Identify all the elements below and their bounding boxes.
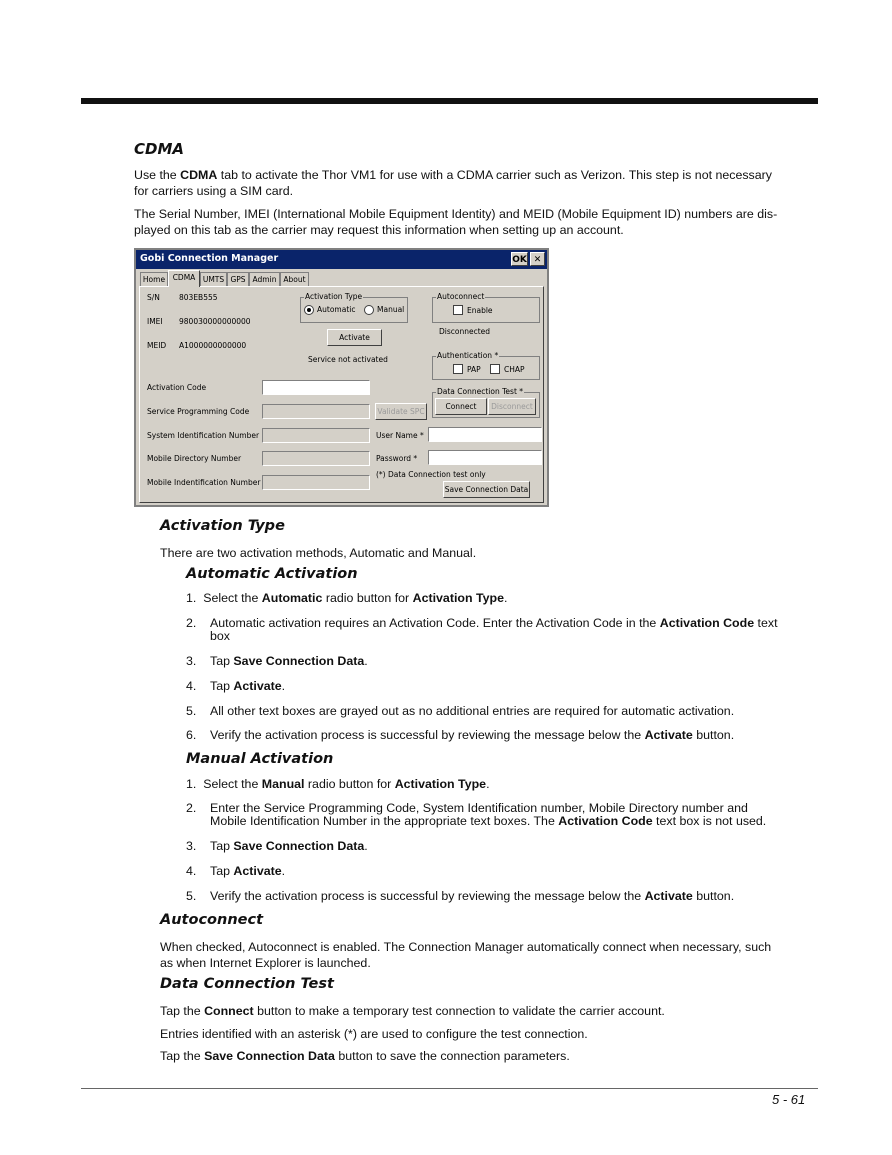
tab-umts[interactable]: UMTS <box>200 272 227 286</box>
activation-type-group-title: Activation Type <box>305 292 363 301</box>
disconnect-button[interactable]: Disconnect <box>488 398 536 415</box>
tab-cdma[interactable]: CDMA <box>168 270 200 287</box>
autoconnect-group-title: Autoconnect <box>437 292 485 301</box>
min-label: Mobile Indentification Number <box>147 478 261 487</box>
page-number: 5 - 61 <box>772 1092 806 1107</box>
automatic-step-3: 3. Tap Save Connection Data. <box>186 654 368 668</box>
gobi-connection-manager-window <box>134 248 549 507</box>
pap-checkbox-label: PAP <box>467 365 481 374</box>
autoconnect-group <box>432 292 540 323</box>
automatic-step-6: 6. Verify the activation process is successful by reviewing the message below the Activate button. <box>186 728 735 742</box>
tab-home[interactable]: Home <box>140 272 168 286</box>
autoconnect-heading: Autoconnect <box>160 912 264 928</box>
title-bar <box>136 250 547 269</box>
window-title: Gobi Connection Manager <box>140 253 279 264</box>
mdn-input[interactable] <box>262 451 370 466</box>
autoconnect-text: When checked, Autoconnect is enabled. The Connection Manager automatically connect when necessary, such as when Internet Explorer is launched. <box>160 940 772 970</box>
password-input[interactable] <box>428 450 542 465</box>
manual-step-2: 2. Enter the Service Programming Code, System Identification number, Mobile Directory number and Mobile Identification Number in the appropriate text boxes. The Activation Code text box is not used. <box>186 801 767 828</box>
username-input[interactable] <box>428 427 542 442</box>
automatic-step-2: 2. Automatic activation requires an Activation Code. Enter the Activation Code in the Activation Code text box <box>186 616 778 643</box>
activation-type-group <box>300 292 408 323</box>
data-connection-test-group <box>432 387 540 418</box>
activation-code-input[interactable] <box>262 380 370 395</box>
automatic-step-5: 5. All other text boxes are grayed out as no additional entries are required for automatic activation. <box>186 704 735 718</box>
data-connection-test-group-title: Data Connection Test * <box>437 387 524 396</box>
chap-checkbox-label: CHAP <box>504 365 525 374</box>
activation-code-label: Activation Code <box>147 383 207 392</box>
meid-label: MEID <box>147 341 167 350</box>
automatic-step-1: 1. Select the Automatic radio button for Activation Type. <box>186 591 508 605</box>
data-connection-test-text-3: Tap the Save Connection Data button to save the connection parameters. <box>160 1049 570 1063</box>
save-connection-data-button[interactable]: Save Connection Data <box>443 481 530 498</box>
manual-radio-label: Manual <box>377 305 405 314</box>
imei-value: 980030000000000 <box>179 317 251 326</box>
spc-label: Service Programming Code <box>147 407 250 416</box>
sn-label: S/N <box>147 293 160 302</box>
enable-checkbox[interactable] <box>453 305 463 315</box>
test-only-note: (*) Data Connection test only <box>376 470 486 479</box>
automatic-radio[interactable] <box>304 305 314 315</box>
header-rule <box>81 98 818 104</box>
manual-step-1: 1. Select the Manual radio button for Activation Type. <box>186 777 490 791</box>
authentication-group <box>432 351 540 380</box>
chap-checkbox[interactable] <box>490 364 500 374</box>
activation-type-heading: Activation Type <box>160 518 285 534</box>
validate-spc-button[interactable]: Validate SPC <box>375 403 427 420</box>
manual-step-4: 4. Tap Activate. <box>186 864 286 878</box>
enable-checkbox-label: Enable <box>467 306 493 315</box>
section-title: CDMA <box>134 140 184 158</box>
password-label: Password * <box>376 454 418 463</box>
connect-button[interactable]: Connect <box>435 398 487 415</box>
manual-activation-heading: Manual Activation <box>186 751 334 767</box>
manual-radio[interactable] <box>364 305 374 315</box>
meid-value: A1000000000000 <box>179 341 247 350</box>
username-label: User Name * <box>376 431 424 440</box>
data-connection-test-text-1: Tap the Connect button to make a temporary test connection to validate the carrier account. <box>160 1004 665 1018</box>
intro-paragraph-1: Use the CDMA tab to activate the Thor VM1 for use with a CDMA carrier such as Verizon. This step is not necessary for carriers using a SIM card. <box>134 168 772 198</box>
mdn-label: Mobile Directory Number <box>147 454 242 463</box>
tab-admin[interactable]: Admin <box>249 272 280 286</box>
tab-gps[interactable]: GPS <box>227 272 249 286</box>
manual-step-3: 3. Tap Save Connection Data. <box>186 839 368 853</box>
min-input[interactable] <box>262 475 370 490</box>
pap-checkbox[interactable] <box>453 364 463 374</box>
automatic-activation-heading: Automatic Activation <box>186 566 358 582</box>
authentication-group-title: Authentication * <box>437 351 499 360</box>
sid-label: System Identification Number <box>147 431 260 440</box>
connection-status: Disconnected <box>439 327 491 336</box>
cdma-tab-pane <box>139 286 544 503</box>
data-connection-test-text-2: Entries identified with an asterisk (*) are used to configure the test connection. <box>160 1027 588 1041</box>
footer-rule <box>81 1088 818 1089</box>
activation-type-text: There are two activation methods, Automatic and Manual. <box>160 546 477 560</box>
intro-paragraph-2: The Serial Number, IMEI (International Mobile Equipment Identity) and MEID (Mobile Equipment ID) numbers are dis- played on this tab as the carrier may request this information when setting up an account. <box>134 207 778 237</box>
spc-input[interactable] <box>262 404 370 419</box>
close-icon[interactable]: ✕ <box>530 252 545 266</box>
sn-value: 803EB555 <box>179 293 218 302</box>
activate-button[interactable]: Activate <box>327 329 382 346</box>
service-status: Service not activated <box>308 355 388 364</box>
manual-step-5: 5. Verify the activation process is successful by reviewing the message below the Activate button. <box>186 889 735 903</box>
automatic-step-4: 4. Tap Activate. <box>186 679 286 693</box>
automatic-radio-label: Automatic <box>317 305 356 314</box>
ok-button[interactable]: OK <box>511 252 528 266</box>
data-connection-test-heading: Data Connection Test <box>160 976 334 992</box>
tab-about[interactable]: About <box>280 272 309 286</box>
imei-label: IMEI <box>147 317 163 326</box>
sid-input[interactable] <box>262 428 370 443</box>
